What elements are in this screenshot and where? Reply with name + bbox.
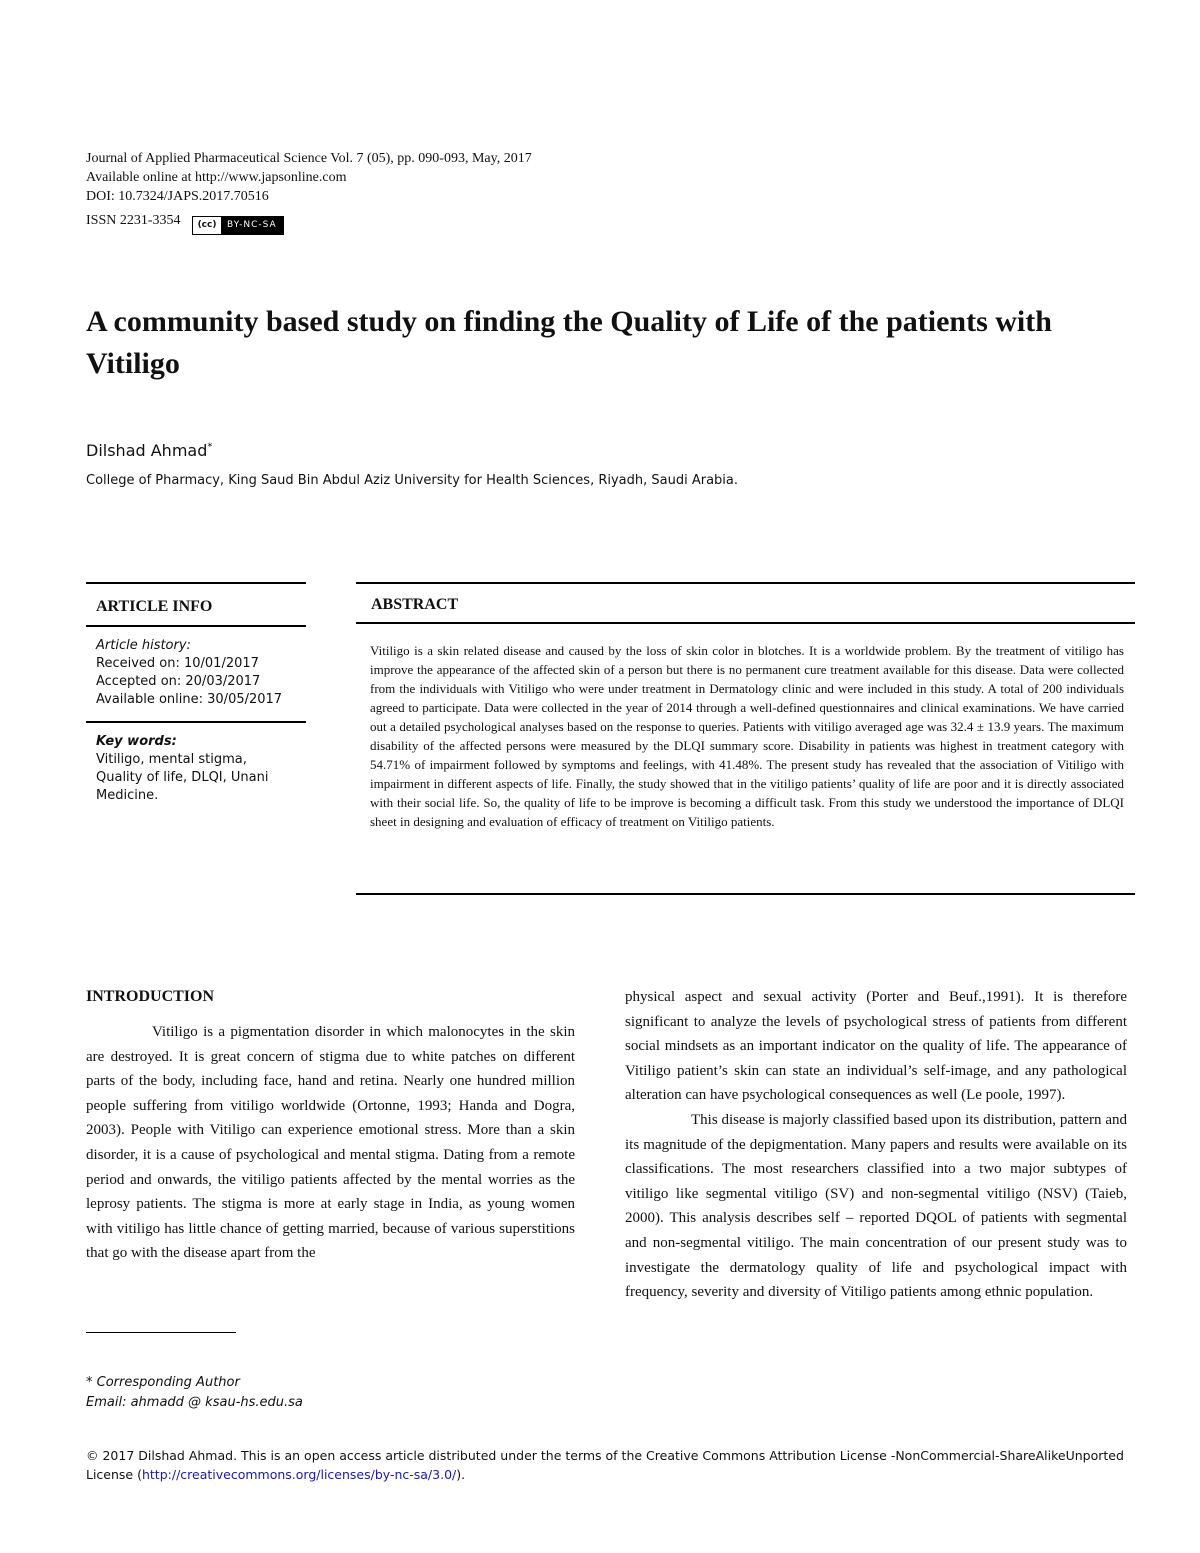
history-label: Article history: — [96, 638, 191, 653]
abstract-top-rule — [356, 582, 1135, 584]
cc-icon: (cc) — [193, 217, 221, 234]
affiliation: College of Pharmacy, King Saud Bin Abdul Aziz University for Health Sciences, Riyadh, Saudi Arabia. — [86, 473, 739, 488]
intro-paragraph: physical aspect and sexual activity (Porter and Beuf.,1991). It is therefore significant to analyze the levels of psychological stress of patients from different social mindsets as an important indicator on the quality of life. The appearance of Vitiligo patient’s skin can state an individual’s self-image, and any pathological alteration can have psychological consequences as well (Le poole, 1997). — [625, 989, 1127, 1104]
available-online: Available online at http://www.japsonline.com — [86, 170, 347, 185]
author-name: Dilshad Ahmad — [86, 441, 208, 460]
copyright-text: © 2017 Dilshad Ahmad. This is an open access article distributed under the terms of the Creative Commons Attribution License -NonCommercial-ShareAlikeUnported License ( — [86, 1448, 1124, 1482]
info-top-rule — [86, 582, 306, 584]
intro-paragraph: Vitiligo is a pigmentation disorder in which malonocytes in the skin are destroyed. It is great concern of stigma due to white patches on different parts of the body, including face, hand and retina. Nearly one hundred million people suffering from vitiligo worldwide (Ortonne, 1993; Handa and Dogra, 2003). People with Vitiligo can experience emotional stress. More than a skin disorder, it is a cause of psychological and mental stigma. Dating from a remote period and onwards, the vitiligo patients affected by the mental worries as the leprosy patients. The stigma is more at early stage in India, as young women with vitiligo has little chance of getting married, because of various superstitions that go with the disease apart from the — [86, 1024, 575, 1262]
footnote-rule — [86, 1332, 236, 1333]
issn-row — [86, 211, 284, 235]
intro-right-column — [625, 985, 1127, 1305]
intro-paragraph: This disease is majorly classified based upon its distribution, pattern and its magnitude of the depigmentation. Many papers and results were available on its classifications. The most researchers classified into a two major subtypes of vitiligo like segmental vitiligo (SV) and non-segmental vitiligo (NSV) (Taieb, 2000). This analysis describes self – reported DQOL of patients with segmental and non-segmental vitiligo. The main concentration of our present study was to investigate the dermatology quality of life and psychological impact with frequency, severity and diversity of Vitiligo patients among ethnic population. — [625, 1111, 1127, 1301]
info-heading-rule — [86, 625, 306, 627]
corresponding-author: * Corresponding Author — [86, 1375, 240, 1390]
journal-citation: Journal of Applied Pharmaceutical Science Vol. 7 (05), pp. 090-093, May, 2017 — [86, 151, 532, 166]
doi: DOI: 10.7324/JAPS.2017.70516 — [86, 189, 269, 204]
author-mark: * — [207, 441, 213, 453]
abstract-heading: ABSTRACT — [371, 596, 459, 613]
history-rule — [86, 721, 306, 723]
article-title: A community based study on finding the Quality of Life of the patients with Vitiligo — [86, 305, 1052, 380]
author-email: Email: ahmadd @ ksau-hs.edu.sa — [86, 1395, 303, 1410]
copyright-notice — [86, 1446, 1126, 1484]
copyright-text-end: ). — [456, 1467, 466, 1482]
intro-left-column — [86, 1020, 575, 1266]
keywords — [96, 733, 296, 805]
abstract-text: Vitiligo is a skin related disease and caused by the loss of skin color in blotches. It is a worldwide problem. By the treatment of vitiligo has improve the appearance of the affected skin of a person but there is no permanent cure treatment available for this disease. Data were collected from the individuals with Vitiligo who were under treatment in Dermatology clinic and were included in this study. A total of 200 individuals agreed to participate. Data were collected in the year of 2014 through a well-defined questionnaires and clinical examinations. We have carried out a detailed psychological analyses based on the response to queries. Patients with vitiligo averaged age was 32.4 ± 13.9 years. The maximum disability of the affected persons were measured by the DLQI summary score. Disability in patients was highest in treatment category with 54.71% of impairment followed by symptoms and feelings, with 41.48%. The present study has revealed that the association of Vitiligo with impairment in different aspects of life. Finally, the study showed that in the vitiligo patients’ quality of life are poor and it is directly associated with their social life. So, the quality of life to be improve is becoming a difficult task. From this study we understood the importance of DLQI sheet in designing and evaluation of efficacy of treatment on Vitiligo patients. — [370, 643, 1124, 829]
abstract-bottom-rule — [356, 893, 1135, 895]
received-date: Received on: 10/01/2017 — [96, 656, 259, 671]
license-link[interactable]: http://creativecommons.org/licenses/by-nc-sa/3.0/ — [141, 1467, 457, 1482]
keywords-label: Key words: — [96, 734, 177, 749]
footnote — [86, 1373, 486, 1413]
online-date: Available online: 30/05/2017 — [96, 692, 283, 707]
keywords-list: Vitiligo, mental stigma, Quality of life, DLQI, Unani Medicine. — [96, 752, 269, 803]
article-history — [96, 637, 301, 709]
author — [86, 441, 212, 460]
article-info-heading: ARTICLE INFO — [96, 598, 213, 615]
abstract-heading-rule — [356, 622, 1135, 624]
introduction-heading: INTRODUCTION — [86, 988, 215, 1005]
license-label: BY-NC-SA — [221, 217, 283, 234]
accepted-date: Accepted on: 20/03/2017 — [96, 674, 261, 689]
cc-license-badge[interactable] — [192, 216, 284, 235]
issn: ISSN 2231-3354 — [86, 213, 181, 228]
